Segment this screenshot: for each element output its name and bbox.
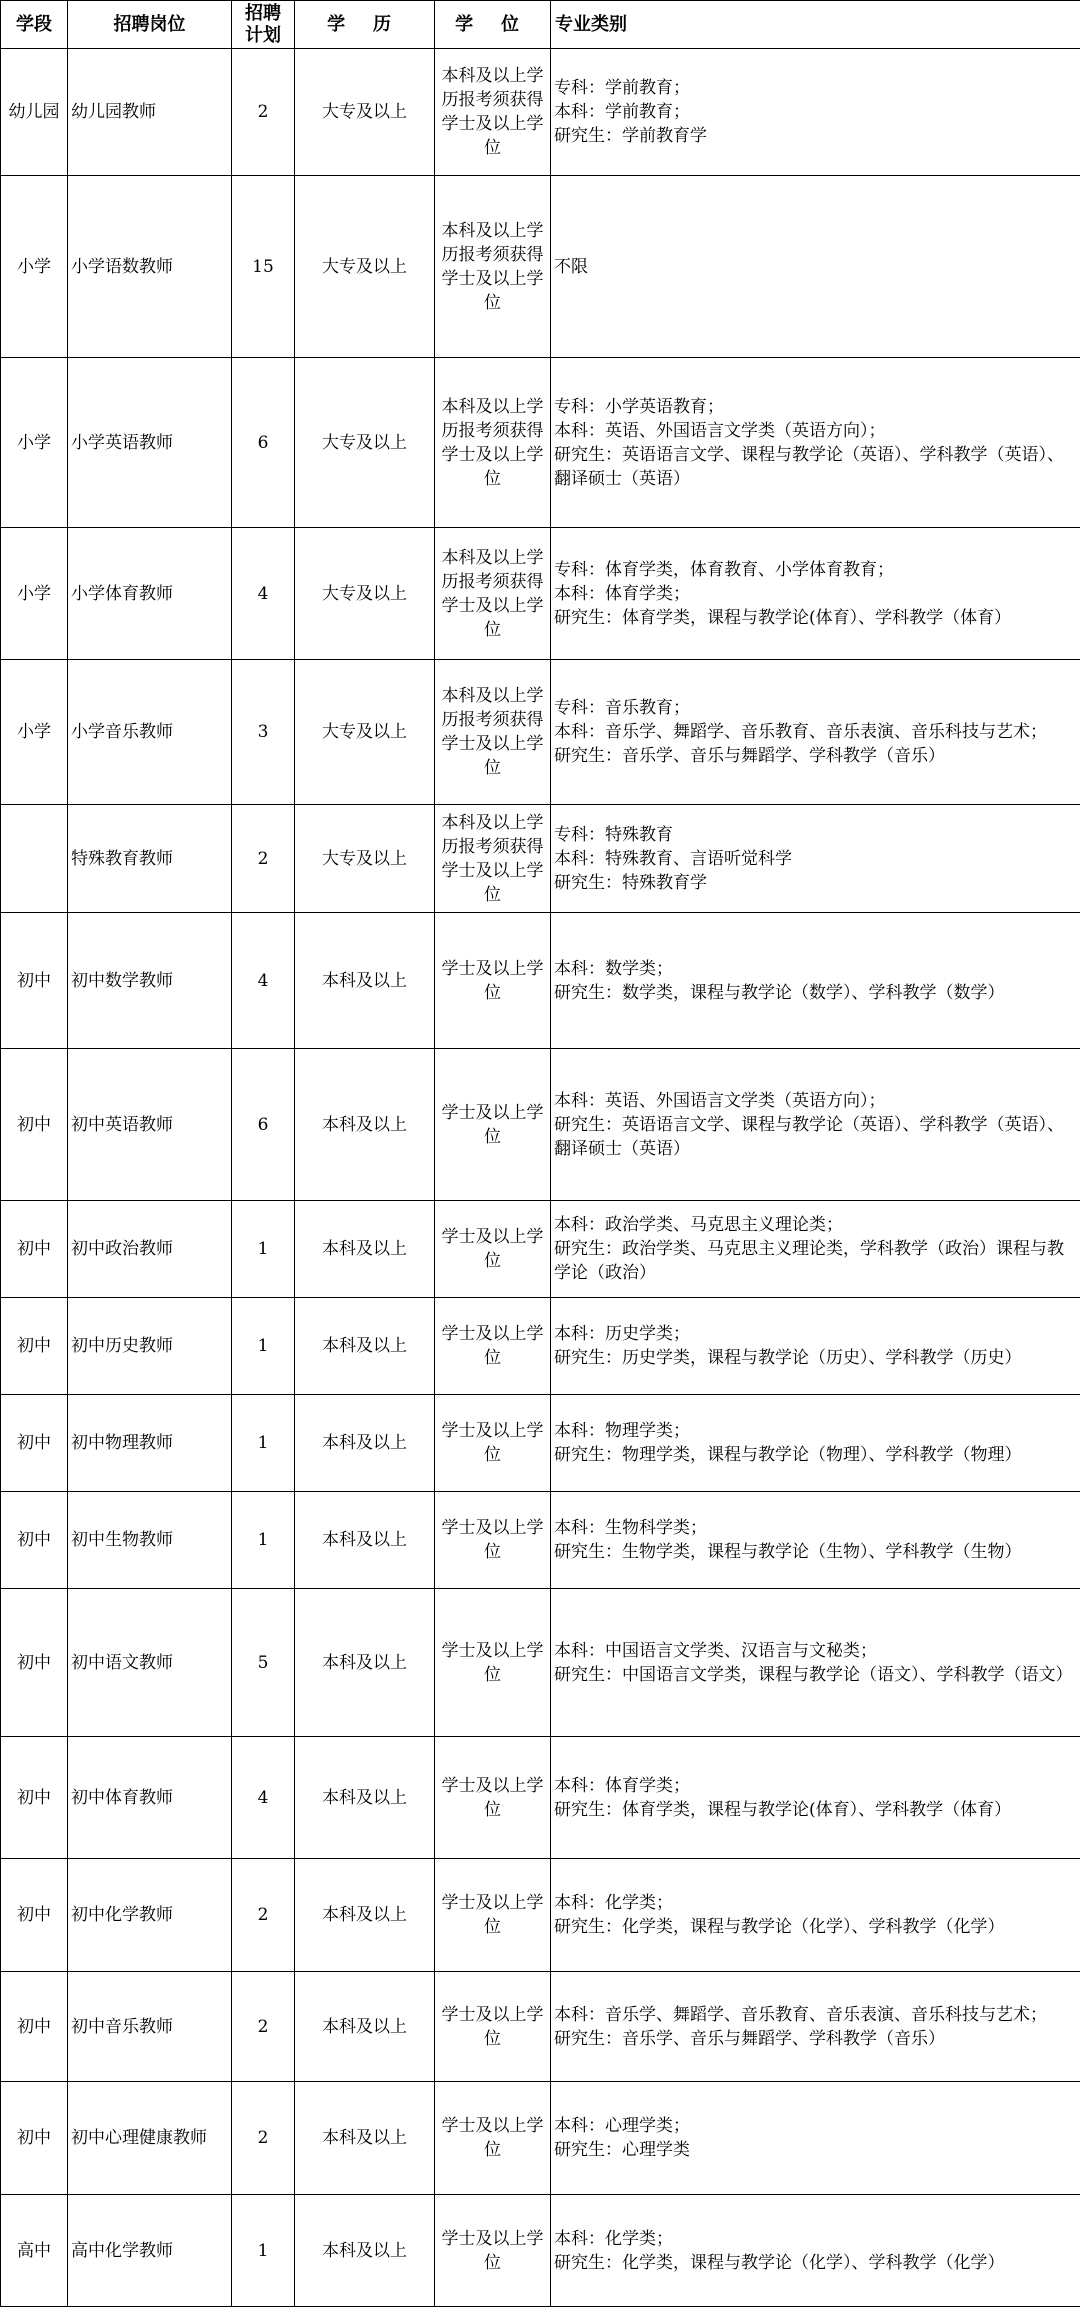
plan-cell: 2: [232, 805, 295, 913]
header-stage: 学段: [1, 1, 68, 49]
major-cell: [551, 1298, 1080, 1395]
education-cell: 本科及以上: [295, 1972, 435, 2082]
degree-cell: 本科及以上学历报考须获得学士及以上学位: [435, 660, 551, 805]
plan-cell: 2: [232, 1972, 295, 2082]
header-degree: 学 位: [435, 1, 551, 49]
major-line: 研究生：音乐学、音乐与舞蹈学、学科教学（音乐）: [554, 746, 945, 766]
stage-cell: 初中: [1, 1201, 68, 1298]
header-major: 专业类别: [551, 1, 1080, 49]
degree-cell: 学士及以上学位: [435, 1589, 551, 1737]
major-line: 研究生：生物学类，课程与教学论（生物）、学科教学（生物）: [554, 1542, 1022, 1562]
major-line: 研究生：心理学类: [554, 2140, 690, 2160]
plan-cell: 6: [232, 1049, 295, 1201]
major-line: 研究生：音乐学、音乐与舞蹈学、学科教学（音乐）: [554, 2028, 945, 2049]
major-line: 专科：特殊教育: [554, 824, 673, 845]
major-line: 本科：政治学类、马克思主义理论类；: [554, 1215, 843, 1235]
plan-cell: 2: [232, 2082, 295, 2195]
table-row: [1, 176, 1080, 358]
major-cell: [551, 805, 1080, 913]
table-row: [1, 913, 1080, 1049]
major-line: 专科：体育学类，体育教育、小学体育教育；: [554, 559, 894, 580]
position-cell: 小学音乐教师: [68, 660, 232, 805]
stage-cell: [1, 805, 68, 913]
education-cell: 本科及以上: [295, 2082, 435, 2195]
major-line: 本科：特殊教育、言语听觉科学: [554, 848, 792, 869]
plan-cell: 1: [232, 1201, 295, 1298]
education-cell: 本科及以上: [295, 1298, 435, 1395]
major-line: 研究生：中国语言文学类，课程与教学论（语文）、学科教学（语文）: [554, 1664, 1073, 1685]
position-cell: 初中生物教师: [68, 1492, 232, 1589]
table-row: [1, 1492, 1080, 1589]
major-line: 研究生：政治学类、马克思主义理论类，学科教学（政治）课程与教学论（政治）: [554, 1239, 1064, 1283]
plan-cell: 15: [232, 176, 295, 358]
plan-cell: 1: [232, 1492, 295, 1589]
plan-cell: 5: [232, 1589, 295, 1737]
table-row: [1, 805, 1080, 913]
plan-cell: 1: [232, 1298, 295, 1395]
major-cell: [551, 176, 1080, 358]
degree-cell: 学士及以上学位: [435, 913, 551, 1049]
major-line: 本科：化学类；: [554, 1893, 673, 1913]
header-plan-line2: 计划: [245, 24, 281, 46]
plan-cell: 1: [232, 2195, 295, 2307]
major-line: 专科：小学英语教育；: [554, 396, 724, 417]
major-cell: [551, 2082, 1080, 2195]
education-cell: 大专及以上: [295, 528, 435, 660]
table-row: [1, 2195, 1080, 2307]
major-cell: [551, 1737, 1080, 1859]
major-line: 研究生：数学类，课程与教学论（数学）、学科教学（数学）: [554, 982, 1005, 1003]
major-line: 本科：心理学类；: [554, 2116, 690, 2136]
major-line: 本科：物理学类；: [554, 1421, 690, 1441]
plan-cell: 2: [232, 1859, 295, 1972]
plan-cell: 3: [232, 660, 295, 805]
major-cell: [551, 1492, 1080, 1589]
stage-cell: 初中: [1, 913, 68, 1049]
position-cell: 初中英语教师: [68, 1049, 232, 1201]
education-cell: 本科及以上: [295, 1049, 435, 1201]
major-line: 本科：生物科学类；: [554, 1518, 707, 1538]
degree-cell: 本科及以上学历报考须获得学士及以上学位: [435, 49, 551, 176]
education-cell: 本科及以上: [295, 1737, 435, 1859]
plan-cell: 1: [232, 1395, 295, 1492]
table-row: [1, 528, 1080, 660]
major-cell: [551, 358, 1080, 528]
degree-cell: 学士及以上学位: [435, 2195, 551, 2307]
major-cell: [551, 1972, 1080, 2082]
degree-cell: 学士及以上学位: [435, 1201, 551, 1298]
plan-cell: 4: [232, 913, 295, 1049]
major-line: 研究生：英语语言文学、课程与教学论（英语）、学科教学（英语）、翻译硕士（英语）: [554, 444, 1064, 489]
degree-cell: 本科及以上学历报考须获得学士及以上学位: [435, 528, 551, 660]
header-plan-line1: 招聘: [245, 2, 281, 24]
stage-cell: 小学: [1, 528, 68, 660]
position-cell: 初中音乐教师: [68, 1972, 232, 2082]
degree-cell: 本科及以上学历报考须获得学士及以上学位: [435, 358, 551, 528]
stage-cell: 幼儿园: [1, 49, 68, 176]
education-cell: 大专及以上: [295, 176, 435, 358]
table-row: [1, 1589, 1080, 1737]
position-cell: 特殊教育教师: [68, 805, 232, 913]
major-cell: [551, 2195, 1080, 2307]
education-cell: 本科及以上: [295, 1201, 435, 1298]
degree-cell: 本科及以上学历报考须获得学士及以上学位: [435, 805, 551, 913]
education-cell: 本科及以上: [295, 2195, 435, 2307]
plan-cell: 4: [232, 1737, 295, 1859]
major-cell: [551, 49, 1080, 176]
degree-cell: 学士及以上学位: [435, 1972, 551, 2082]
degree-cell: 学士及以上学位: [435, 1049, 551, 1201]
header-plan: [232, 1, 295, 49]
degree-cell: 学士及以上学位: [435, 1298, 551, 1395]
major-line: 研究生：体育学类，课程与教学论(体育）、学科教学（体育）: [554, 607, 1012, 628]
table-row: [1, 1859, 1080, 1972]
plan-cell: 6: [232, 358, 295, 528]
position-cell: 初中历史教师: [68, 1298, 232, 1395]
education-cell: 大专及以上: [295, 358, 435, 528]
table-row: [1, 358, 1080, 528]
table-row: [1, 1049, 1080, 1201]
major-line: 本科：数学类；: [554, 958, 673, 979]
stage-cell: 初中: [1, 2082, 68, 2195]
table-row: [1, 1201, 1080, 1298]
major-cell: [551, 1589, 1080, 1737]
major-line: 本科：英语、外国语言文学类（英语方向）；: [554, 1090, 886, 1111]
stage-cell: 初中: [1, 1395, 68, 1492]
major-line: 研究生：特殊教育学: [554, 872, 707, 893]
header-education: 学 历: [295, 1, 435, 49]
stage-cell: 初中: [1, 1737, 68, 1859]
major-cell: [551, 913, 1080, 1049]
major-line: 研究生：化学类，课程与教学论（化学）、学科教学（化学）: [554, 2252, 1005, 2273]
table-row: [1, 2082, 1080, 2195]
major-line: 研究生：学前教育学: [554, 126, 707, 146]
education-cell: 大专及以上: [295, 805, 435, 913]
table-row: [1, 1972, 1080, 2082]
major-line: 研究生：物理学类，课程与教学论（物理）、学科教学（物理）: [554, 1445, 1022, 1465]
table-row: [1, 1395, 1080, 1492]
major-line: 专科：学前教育；: [554, 78, 690, 98]
position-cell: 初中政治教师: [68, 1201, 232, 1298]
major-cell: [551, 660, 1080, 805]
position-cell: 初中数学教师: [68, 913, 232, 1049]
major-line: 本科：历史学类；: [554, 1324, 690, 1344]
degree-cell: 学士及以上学位: [435, 1395, 551, 1492]
major-line: 不限: [554, 256, 588, 277]
degree-cell: 学士及以上学位: [435, 2082, 551, 2195]
position-cell: 小学体育教师: [68, 528, 232, 660]
table-row: [1, 49, 1080, 176]
stage-cell: 初中: [1, 1589, 68, 1737]
position-cell: 小学英语教师: [68, 358, 232, 528]
degree-cell: 学士及以上学位: [435, 1737, 551, 1859]
table-row: [1, 1298, 1080, 1395]
major-line: 本科：体育学类；: [554, 1775, 690, 1796]
major-line: 专科：音乐教育；: [554, 698, 690, 718]
header-position: 招聘岗位: [68, 1, 232, 49]
stage-cell: 小学: [1, 358, 68, 528]
major-line: 本科：音乐学、舞蹈学、音乐教育、音乐表演、音乐科技与艺术；: [554, 2004, 1047, 2025]
position-cell: 初中化学教师: [68, 1859, 232, 1972]
stage-cell: 初中: [1, 1298, 68, 1395]
header-row: [1, 1, 1080, 49]
plan-cell: 2: [232, 49, 295, 176]
major-cell: [551, 528, 1080, 660]
major-line: 研究生：英语语言文学、课程与教学论（英语）、学科教学（英语）、翻译硕士（英语）: [554, 1114, 1064, 1159]
position-cell: 初中心理健康教师: [68, 2082, 232, 2195]
degree-cell: 学士及以上学位: [435, 1492, 551, 1589]
major-line: 研究生：体育学类，课程与教学论(体育）、学科教学（体育）: [554, 1799, 1012, 1820]
stage-cell: 初中: [1, 1859, 68, 1972]
education-cell: 本科及以上: [295, 1492, 435, 1589]
degree-cell: 学士及以上学位: [435, 1859, 551, 1972]
major-line: 本科：化学类；: [554, 2228, 673, 2249]
education-cell: 大专及以上: [295, 660, 435, 805]
education-cell: 本科及以上: [295, 1589, 435, 1737]
stage-cell: 高中: [1, 2195, 68, 2307]
major-line: 本科：音乐学、舞蹈学、音乐教育、音乐表演、音乐科技与艺术；: [554, 722, 1047, 742]
position-cell: 初中物理教师: [68, 1395, 232, 1492]
degree-cell: 本科及以上学历报考须获得学士及以上学位: [435, 176, 551, 358]
major-line: 本科：学前教育；: [554, 102, 690, 122]
position-cell: 小学语数教师: [68, 176, 232, 358]
major-cell: [551, 1395, 1080, 1492]
stage-cell: 小学: [1, 660, 68, 805]
stage-cell: 初中: [1, 1049, 68, 1201]
position-cell: 高中化学教师: [68, 2195, 232, 2307]
education-cell: 本科及以上: [295, 913, 435, 1049]
table-body: [1, 49, 1080, 2307]
table-row: [1, 660, 1080, 805]
stage-cell: 初中: [1, 1972, 68, 2082]
major-cell: [551, 1049, 1080, 1201]
table-row: [1, 1737, 1080, 1859]
major-line: 本科：体育学类；: [554, 583, 690, 604]
education-cell: 大专及以上: [295, 49, 435, 176]
major-line: 研究生：化学类，课程与教学论（化学）、学科教学（化学）: [554, 1917, 1005, 1937]
position-cell: 初中体育教师: [68, 1737, 232, 1859]
stage-cell: 初中: [1, 1492, 68, 1589]
major-line: 研究生：历史学类，课程与教学论（历史）、学科教学（历史）: [554, 1348, 1022, 1368]
stage-cell: 小学: [1, 176, 68, 358]
major-line: 本科：中国语言文学类、汉语言与文秘类；: [554, 1640, 877, 1661]
education-cell: 本科及以上: [295, 1859, 435, 1972]
major-cell: [551, 1201, 1080, 1298]
major-cell: [551, 1859, 1080, 1972]
education-cell: 本科及以上: [295, 1395, 435, 1492]
position-cell: 初中语文教师: [68, 1589, 232, 1737]
position-cell: 幼儿园教师: [68, 49, 232, 176]
plan-cell: 4: [232, 528, 295, 660]
major-line: 本科：英语、外国语言文学类（英语方向）；: [554, 420, 886, 441]
